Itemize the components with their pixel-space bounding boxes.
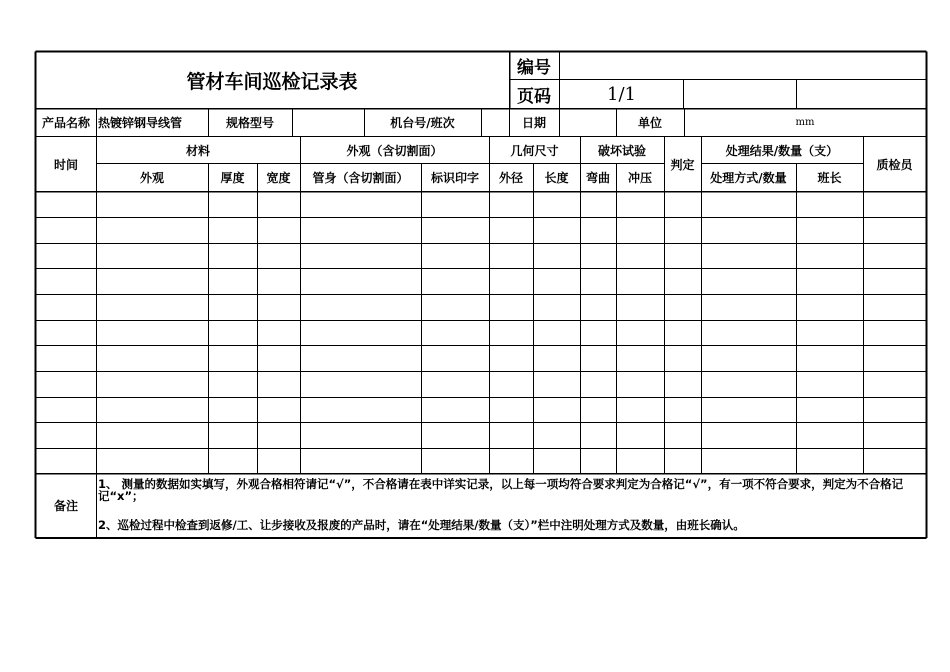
header-marking: 标识印字 bbox=[430, 171, 479, 185]
header-time: 时间 bbox=[53, 157, 78, 172]
header-length: 长度 bbox=[544, 171, 569, 185]
unit-label: 单位 bbox=[637, 116, 662, 130]
header-bending: 弯曲 bbox=[585, 171, 610, 185]
header-inspector: 质检员 bbox=[876, 157, 913, 172]
product-name-value[interactable]: 热镀锌钢导线管 bbox=[98, 116, 183, 130]
remarks-label: 备注 bbox=[53, 498, 78, 513]
header-method-qty: 处理方式/数量 bbox=[710, 171, 787, 185]
header-appearance: 外观 bbox=[139, 171, 164, 185]
header-thickness: 厚度 bbox=[220, 171, 245, 185]
header-team-leader: 班长 bbox=[817, 171, 842, 185]
number-field[interactable] bbox=[560, 52, 926, 79]
date-label: 日期 bbox=[521, 116, 546, 130]
header-destructive-test: 破坏试验 bbox=[597, 143, 646, 158]
header-stamping: 冲压 bbox=[627, 171, 652, 185]
spec-field[interactable] bbox=[292, 109, 364, 136]
form-title: 管材车间巡检记录表 bbox=[186, 70, 358, 93]
header-result-group: 处理结果/数量（支） bbox=[725, 143, 839, 158]
unit-value: mm bbox=[795, 117, 815, 128]
page-label: 页码 bbox=[517, 86, 551, 107]
header-outer-diameter: 外径 bbox=[498, 171, 523, 185]
machine-shift-label: 机台号/班次 bbox=[390, 116, 455, 130]
date-field[interactable] bbox=[560, 109, 616, 136]
header-appearance-group: 外观（含切割面） bbox=[346, 143, 443, 158]
remarks-note-1: 1、 测量的数据如实填写，外观合格相符请记“√”，不合格请在表中详实记录，以上每一项均符合要求判定为合格记“√”，有一项不符合要求，判定为不合格记记“x”； bbox=[98, 478, 904, 503]
header-judgment: 判定 bbox=[670, 157, 695, 172]
machine-shift-field[interactable] bbox=[481, 109, 509, 136]
page-number: 1/1 bbox=[607, 83, 636, 105]
header-material: 材料 bbox=[185, 143, 210, 158]
remarks-note-2: 2、巡检过程中检查到返修/工、让步接收及报废的产品时，请在“处理结果/数量（支）”栏中注明处理方式及数量，由班长确认。 bbox=[98, 519, 745, 532]
header-width: 宽度 bbox=[266, 171, 291, 185]
product-name-label: 产品名称 bbox=[41, 116, 90, 130]
number-label: 编号 bbox=[517, 58, 551, 78]
header-geometry: 几何尺寸 bbox=[510, 143, 559, 158]
header-tube-body: 管身（含切割面） bbox=[312, 171, 409, 185]
spec-label: 规格型号 bbox=[225, 116, 274, 130]
